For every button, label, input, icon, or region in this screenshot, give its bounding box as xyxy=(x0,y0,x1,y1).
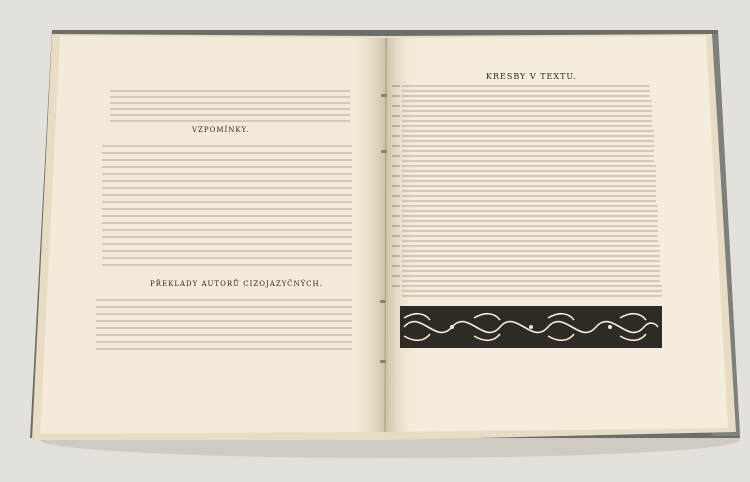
right-page xyxy=(386,36,728,432)
translations-heading: PŘEKLADY AUTORŮ CIZOJAZYČNÝCH. xyxy=(150,280,323,288)
right-figure-numbers xyxy=(392,86,400,286)
ornament-vignette xyxy=(400,306,662,348)
gutter-shadow-left xyxy=(350,38,386,432)
left-page xyxy=(40,36,386,434)
memoirs-heading: VZPOMÍNKY. xyxy=(192,126,250,134)
gutter-shadow-right xyxy=(386,38,416,432)
figures-heading: KRESBY V TEXTU. xyxy=(486,72,577,81)
